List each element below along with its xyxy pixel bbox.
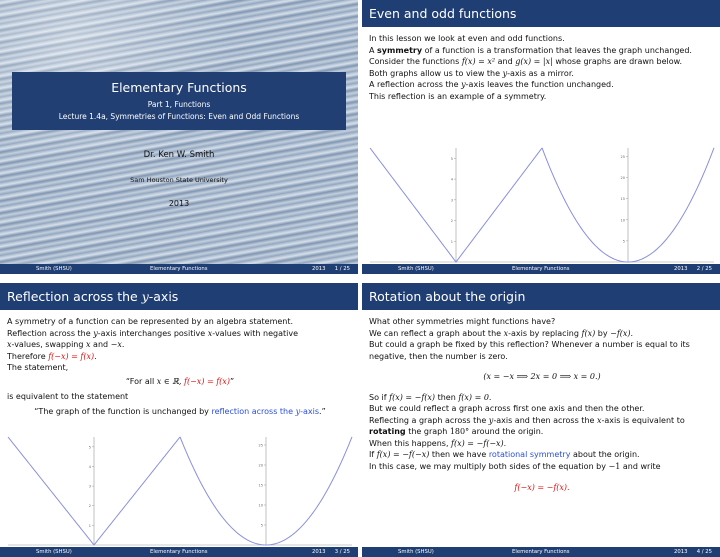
footer-title: Elementary Functions	[512, 549, 570, 555]
y-tick-label: 3	[88, 484, 91, 489]
paragraph: In this case, we may multiply both sides of the equation by −1 and write	[369, 461, 661, 471]
paragraph: In this lesson we look at even and odd functions.	[369, 34, 565, 43]
footer-author: Smith (SHSU)	[36, 549, 72, 555]
footer-title: Elementary Functions	[150, 266, 208, 272]
equation: f(−x) = −f(x).	[514, 483, 570, 492]
y-tick-label: 15	[258, 483, 263, 488]
footer-title: Elementary Functions	[512, 266, 570, 272]
y-tick-label: 10	[620, 218, 625, 223]
paragraph: A symmetry of a function is a transformation that leaves the graph unchanged.	[369, 45, 692, 55]
abs-value-graph	[370, 144, 542, 264]
footer-page: 2 / 25	[696, 266, 712, 272]
presentation-year: 2013	[168, 199, 190, 208]
paragraph: But could a graph be fixed by this reflection? Whenever a number is equal to its negative, then the number is zero.	[369, 340, 690, 361]
statement: “For all x ∈ ℝ, f(−x) = f(x)”	[125, 376, 235, 386]
slide-body	[7, 316, 353, 417]
footer-author: Smith (SHSU)	[36, 266, 72, 272]
slide-footer	[0, 547, 358, 557]
y-tick-label: 2	[450, 219, 453, 224]
footer-page: 4 / 25	[696, 549, 712, 555]
footer-year: 2013	[674, 549, 688, 555]
paragraph: A reflection across the y-axis leaves the function unchanged.	[369, 80, 614, 89]
slide-body	[369, 316, 715, 494]
footer-year: 2013	[674, 266, 688, 272]
paragraph: When this happens, f(x) = −f(−x).	[369, 438, 507, 448]
square-graph	[180, 433, 352, 547]
footer-page: 1 / 25	[334, 266, 350, 272]
y-tick-label: 15	[620, 197, 625, 202]
y-tick-label: 5	[260, 523, 263, 528]
y-tick-label: 4	[88, 464, 91, 469]
paragraph: The statement,	[7, 363, 69, 372]
slide-body	[369, 33, 715, 102]
footer-author: Smith (SHSU)	[398, 266, 434, 272]
slide-heading: Even and odd functions	[362, 0, 720, 27]
paragraph: What other symmetries might functions have?	[369, 317, 556, 326]
y-tick-label: 3	[450, 198, 453, 203]
paragraph: Therefore f(−x) = f(x).	[7, 351, 97, 361]
y-tick-label: 25	[620, 154, 625, 159]
footer-year: 2013	[312, 266, 326, 272]
presentation-author: Dr. Ken W. Smith	[143, 150, 215, 160]
y-tick-label: 1	[88, 523, 91, 528]
abs-value-graph	[8, 433, 180, 547]
slide-footer	[0, 264, 358, 274]
slide-footer	[362, 264, 720, 274]
y-tick-label: 5	[88, 445, 91, 450]
paragraph: Reflection across the y-axis interchanges positive x-values with negative	[7, 328, 299, 338]
slide-even-odd	[362, 0, 720, 274]
y-tick-label: 2	[88, 504, 91, 509]
paragraph: Reflecting a graph across the y-axis and then across the x-axis is equivalent to rotating the graph 180° around the origin.	[369, 415, 685, 436]
title-box	[12, 72, 346, 130]
presentation-institution: Sam Houston State University	[130, 176, 228, 184]
paragraph: If f(x) = −f(−x) then we have rotational symmetry about the origin.	[369, 450, 640, 459]
y-tick-label: 1	[450, 239, 453, 244]
paragraph: So if f(x) = −f(x) then f(x) = 0.	[369, 392, 492, 402]
presentation-lecture: Lecture 1.4a, Symmetries of Functions: Even and Odd Functions	[58, 112, 300, 121]
footer-author: Smith (SHSU)	[398, 549, 434, 555]
paragraph: This reflection is an example of a symmetry.	[369, 91, 547, 101]
y-tick-label: 10	[258, 503, 263, 508]
slide-heading: Reflection across the y-axis	[0, 283, 358, 310]
footer-year: 2013	[312, 549, 326, 555]
y-tick-label: 20	[258, 463, 263, 468]
slide-heading: Rotation about the origin	[362, 283, 720, 310]
statement: “The graph of the function is unchanged by reflection across the y-axis.”	[34, 406, 326, 416]
square-graph	[542, 144, 714, 264]
slide-title	[0, 0, 358, 274]
footer-page: 3 / 25	[334, 549, 350, 555]
slide-reflection	[0, 283, 358, 557]
paragraph: is equivalent to the statement	[7, 392, 129, 401]
paragraph: x-values, swapping x and −x.	[7, 340, 125, 349]
equation: (x = −x ⟹ 2x = 0 ⟹ x = 0.)	[483, 372, 601, 381]
presentation-part: Part 1, Functions	[147, 100, 211, 109]
y-tick-label: 5	[622, 239, 625, 244]
paragraph: Both graphs allow us to view the y-axis as a mirror.	[369, 68, 574, 78]
paragraph: We can reflect a graph about the x-axis by replacing f(x) by −f(x).	[369, 328, 634, 338]
y-tick-label: 4	[450, 177, 453, 182]
y-tick-label: 25	[258, 443, 263, 448]
paragraph: A symmetry of a function can be represented by an algebra statement.	[7, 317, 294, 326]
footer-title: Elementary Functions	[150, 549, 208, 555]
slide-footer	[362, 547, 720, 557]
paragraph: But we could reflect a graph across first one axis and then the other.	[369, 404, 645, 413]
sand-background-image	[0, 0, 358, 264]
y-tick-label: 20	[620, 176, 625, 181]
y-tick-label: 5	[450, 156, 453, 161]
presentation-title: Elementary Functions	[111, 80, 247, 95]
slide-rotation	[362, 283, 720, 557]
paragraph: Consider the functions f(x) = x² and g(x) = |x| whose graphs are drawn below.	[369, 57, 682, 66]
